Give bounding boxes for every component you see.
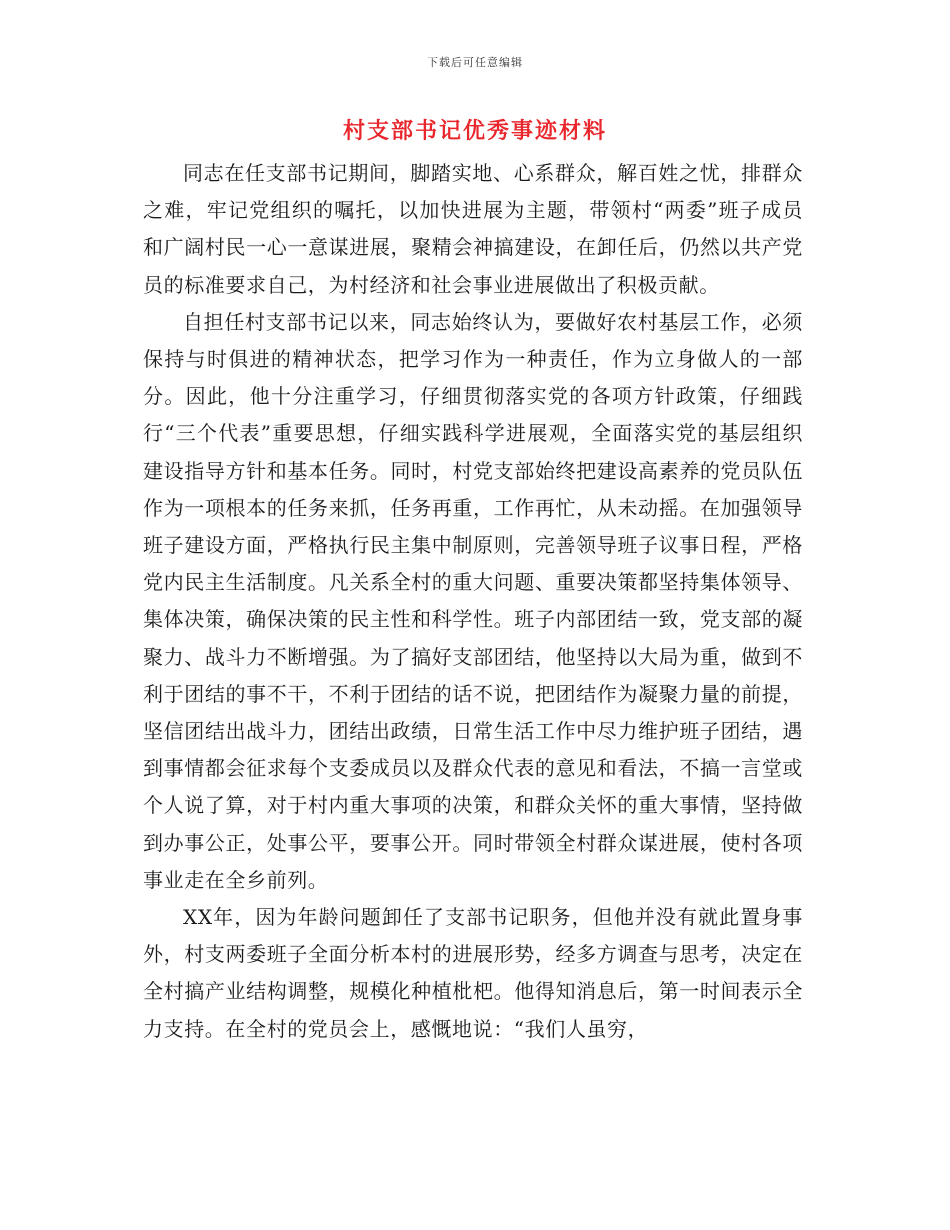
paragraph-1: 同志在任支部书记期间，脚踏实地、心系群众，解百姓之忧，排群众之难，牢记党组织的嘱托，以加快进展为主题，带领村“两委”班子成员和广阔村民一心一意谋进展，聚精会神搞建设，在卸任后，仍然以共产党员的标准要求自己，为村经济和社会事业进展做出了积极贡献。: [143, 161, 803, 297]
paragraph-2: 自担任村支部书记以来，同志始终认为，要做好农村基层工作，必须保持与时俱进的精神状态，把学习作为一种责任，作为立身做人的一部分。因此，他十分注重学习，仔细贯彻落实党的各项方针政策，仔细践行“三个代表”重要思想，仔细实践科学进展观，全面落实党的基层组织建设指导方针和基本任务。同时，村党支部始终把建设高素养的党员队伍作为一项根本的任务来抓，任务再重，工作再忙，从未动摇。在加强领导班子建设方面，严格执行民主集中制原则，完善领导班子议事日程，严格党内民主生活制度。凡关系全村的重大问题、重要决策都坚持集体领导、集体决策，确保决策的民主性和科学性。班子内部团结一致，党支部的凝聚力、战斗力不断增强。为了搞好支部团结，他坚持以大局为重，做到不利于团结的事不干，不利于团结的话不说，把团结作为凝聚力量的前提，坚信团结出战斗力，团结出政绩，日常生活工作中尽力维护班子团结，遇到事情都会征求每个支委成员以及群众代表的意见和看法，不搞一言堂或个人说了算，对于村内重大事项的决策，和群众关怀的重大事情，坚持做到办事公正，处事公平，要事公开。同时带领全村群众谋进展，使村各项事业走在全乡前列。: [143, 309, 803, 892]
document-title: 村支部书记优秀事迹材料: [342, 118, 607, 144]
paragraph-3: XX年，因为年龄问题卸任了支部书记职务，但他并没有就此置身事外，村支两委班子全面分析本村的进展形势，经多方调查与思考，决定在全村搞产业结构调整，规模化种植枇杷。他得知消息后，第一时间表示全力支持。在全村的党员会上，感慨地说：“我们人虽穷，: [143, 905, 803, 1041]
document-body: [143, 155, 803, 1048]
page-header-note: 下载后可任意编辑: [427, 56, 523, 69]
